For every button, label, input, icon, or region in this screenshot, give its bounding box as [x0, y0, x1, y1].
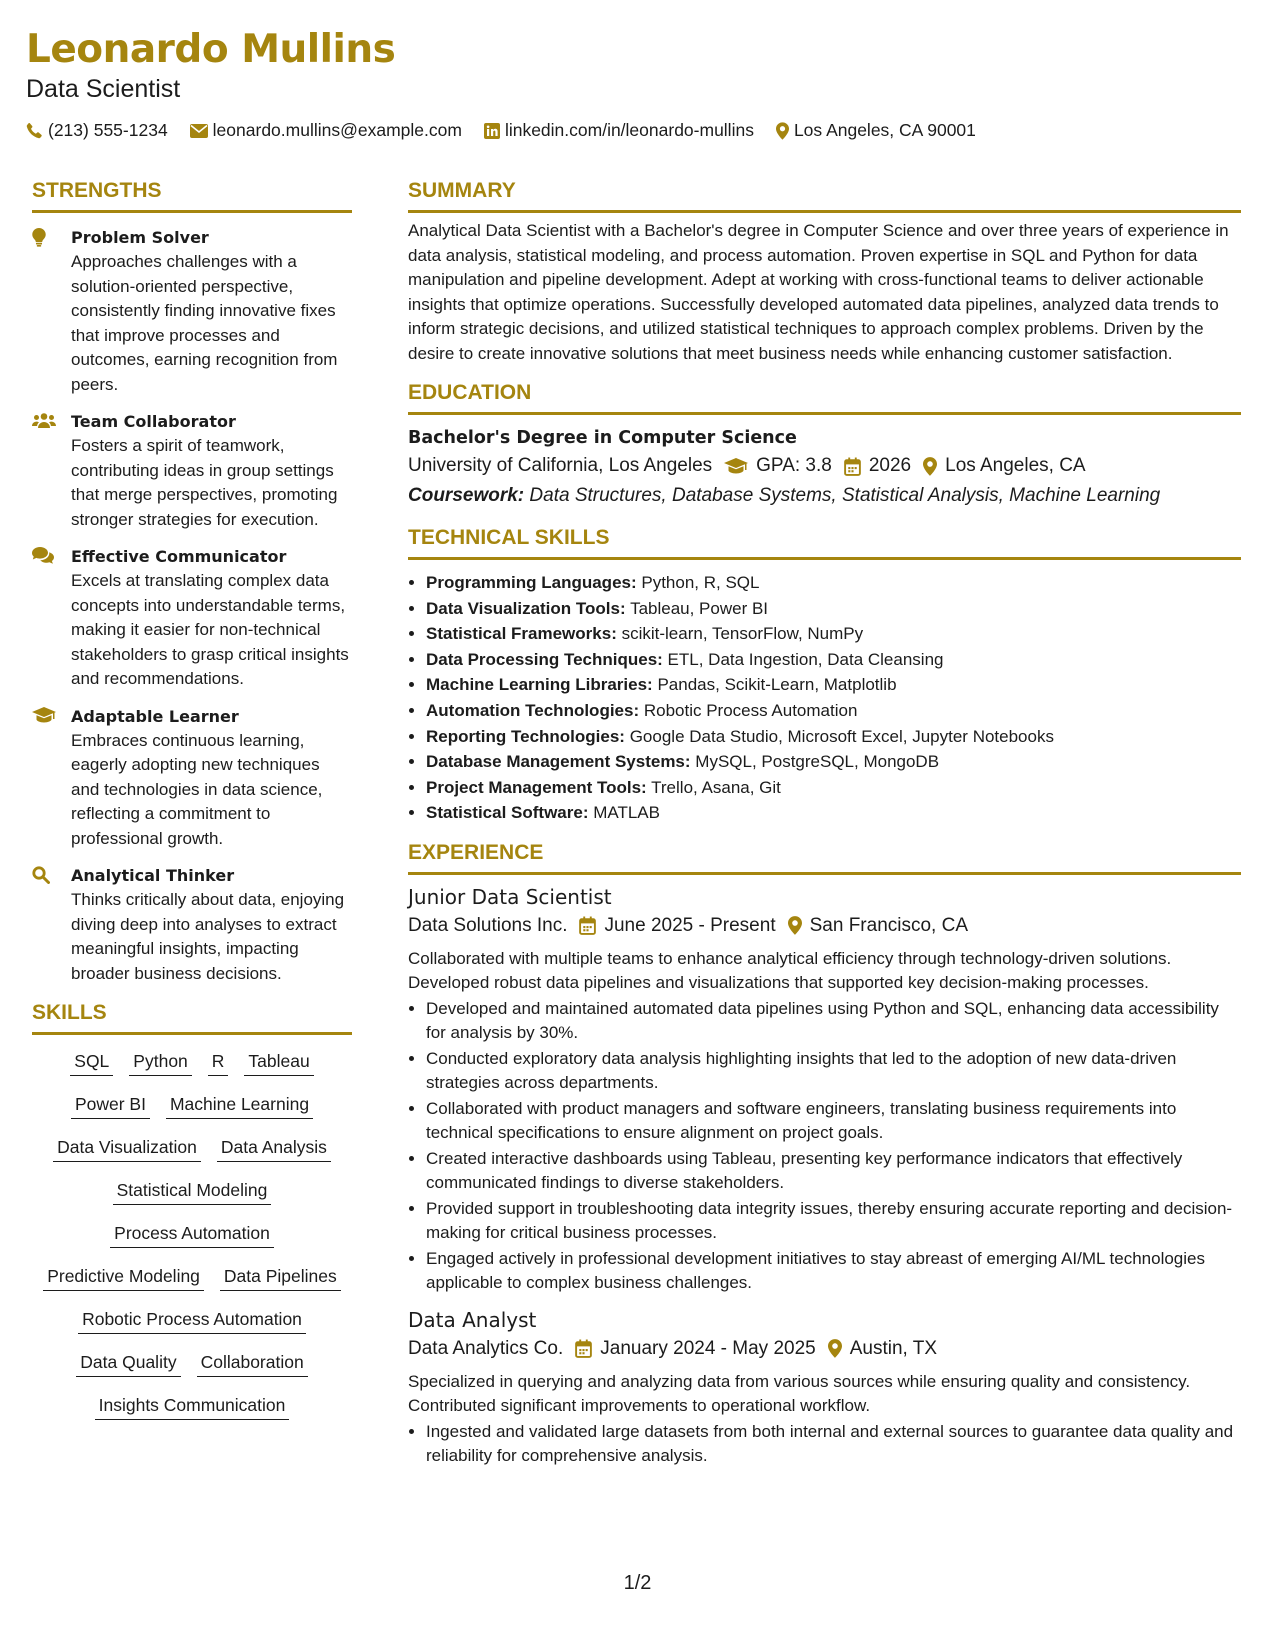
list-item: • Conducted exploratory data analysis highlighting insights that led to the adoption of new data-driven strategies across departments. — [426, 1047, 1241, 1096]
skills-title: SKILLS — [32, 1000, 352, 1035]
tech-label: Data Processing Techniques: — [426, 649, 663, 669]
list-item — [426, 596, 1241, 622]
users-icon — [32, 412, 56, 429]
education-title: EDUCATION — [408, 380, 1241, 415]
contact-phone[interactable] — [26, 120, 168, 141]
job-location: San Francisco, CA — [809, 914, 969, 936]
email-text: leonardo.mullins@example.com — [212, 120, 462, 140]
strength-desc: Thinks critically about data, enjoying diving deep into analyses to extract meaningful insights, impacting broader business decisions. — [71, 890, 345, 983]
skill-chip: Power BI — [71, 1092, 150, 1119]
strength-desc: Fosters a spirit of teamwork, contributing ideas in group settings that merge perspectives, promoting stronger strategies for execution. — [71, 436, 338, 529]
skill-chips — [32, 1049, 352, 1420]
strength-item — [32, 409, 352, 532]
experience-title: EXPERIENCE — [408, 840, 1241, 875]
strength-item — [32, 863, 352, 986]
list-item: • Provided support in troubleshooting data integrity issues, thereby ensuring accurate reporting and decision-making for critical business processes. — [426, 1197, 1241, 1246]
contact-email[interactable] — [190, 120, 462, 141]
skill-chip: SQL — [70, 1049, 113, 1076]
technical-skills-title: TECHNICAL SKILLS — [408, 525, 1241, 560]
right-column — [408, 178, 1241, 1483]
location-text: Los Angeles, CA 90001 — [793, 120, 976, 140]
tech-value: Python, R, SQL — [641, 573, 760, 592]
phone-text: (213) 555-1234 — [48, 120, 168, 140]
job-title: Data Analyst — [408, 1307, 537, 1332]
coursework-label: Coursework: — [408, 485, 525, 506]
tech-value: Tableau, Power BI — [630, 598, 769, 618]
skill-chip: Python — [129, 1049, 191, 1076]
job-title: Junior Data Scientist — [408, 884, 612, 909]
job-meta — [408, 911, 1241, 941]
tech-value: ETL, Data Ingestion, Data Cleansing — [667, 649, 944, 669]
summary-section — [408, 178, 1241, 366]
comments-icon — [32, 547, 54, 564]
skills-section — [32, 1000, 352, 1420]
job-dates: June 2025 - Present — [604, 914, 776, 936]
map-marker-icon — [923, 457, 937, 476]
job-summary: Collaborated with multiple teams to enhance analytical efficiency through technology-driven solutions. Developed robust data pipelines and visualizations that supported key decision-making processes. — [408, 948, 1172, 993]
education-gpa: GPA: 3.8 — [756, 455, 832, 476]
strength-title: Problem Solver — [71, 228, 209, 247]
job-location: Austin, TX — [849, 1337, 938, 1359]
skill-chip: Data Analysis — [217, 1135, 331, 1162]
job-company: Data Analytics Co. — [408, 1337, 564, 1359]
tech-label: Statistical Software: — [426, 803, 589, 823]
coursework-list: Data Structures, Database Systems, Statistical Analysis, Machine Learning — [529, 485, 1161, 506]
tech-label: Project Management Tools: — [426, 777, 647, 797]
strengths-title: STRENGTHS — [32, 178, 352, 213]
education-degree: Bachelor's Degree in Computer Science — [408, 428, 797, 448]
tech-value: MySQL, PostgreSQL, MongoDB — [695, 752, 940, 772]
strength-title: Team Collaborator — [71, 412, 236, 431]
tech-value: Pandas, Scikit-Learn, Matplotlib — [657, 675, 897, 695]
linkedin-text: linkedin.com/in/leonardo-mullins — [504, 120, 754, 140]
envelope-icon — [190, 124, 208, 138]
map-marker-icon — [776, 122, 789, 140]
job-entry — [408, 883, 1241, 1296]
strength-desc: Excels at translating complex data concepts into understandable terms, making it easier for non-technical stakeholders to grasp critical insights and recommendations. — [71, 571, 349, 688]
tech-label: Automation Technologies: — [426, 700, 640, 720]
technical-skills-section — [408, 525, 1241, 826]
list-item — [426, 570, 1241, 596]
lightbulb-icon — [32, 228, 46, 247]
tech-label: Statistical Frameworks: — [426, 624, 617, 644]
job-meta — [408, 1334, 1241, 1364]
skill-chip: R — [208, 1049, 229, 1076]
list-item — [426, 800, 1241, 826]
tech-label: Database Management Systems: — [426, 752, 691, 772]
contact-linkedin[interactable] — [484, 120, 754, 141]
job-bullets — [408, 997, 1241, 1296]
list-item: • Ingested and validated large datasets from both internal and external sources to guarantee data quality and reliability for comprehensive analysis. — [426, 1420, 1241, 1469]
job-entry — [408, 1306, 1241, 1469]
tech-label: Data Visualization Tools: — [426, 598, 626, 618]
experience-section — [408, 840, 1241, 1469]
tech-value: Google Data Studio, Microsoft Excel, Jupyter Notebooks — [629, 726, 1054, 746]
contact-location — [776, 120, 976, 141]
list-item — [426, 672, 1241, 698]
linkedin-icon — [484, 123, 500, 139]
candidate-role: Data Scientist — [26, 75, 181, 103]
strength-item — [32, 544, 352, 692]
left-column — [32, 178, 352, 1436]
skill-chip: Data Quality — [76, 1350, 180, 1377]
contact-bar — [26, 120, 1246, 141]
strengths-section — [32, 178, 352, 986]
skill-chip: Data Visualization — [53, 1135, 201, 1162]
calendar-icon — [579, 916, 596, 935]
tech-label: Programming Languages: — [426, 573, 637, 592]
strength-item — [32, 704, 352, 852]
resume-header — [26, 24, 1246, 141]
summary-text: Analytical Data Scientist with a Bachelor's degree in Computer Science and over three years of experience in data analysis, statistical modeling, and process automation. Proven expertise in SQL and Python for data manipulation and pipeline development. Adept at working with cross-functional teams to deliver actionable insights that optimize operations. Successfully developed automated data pipelines, analyzed data trends to inform strategic decisions, and utilized statistical techniques to approach complex problems. Driven by the desire to create innovative solutions that meet business needs while enhancing customer satisfaction. — [408, 221, 1229, 363]
list-item: • Developed and maintained automated data pipelines using Python and SQL, enhancing data accessibility for analysis by 30%. — [426, 997, 1241, 1046]
strength-title: Analytical Thinker — [71, 866, 235, 885]
phone-icon — [26, 122, 43, 139]
skill-chip: Collaboration — [197, 1350, 308, 1377]
graduation-cap-icon — [724, 458, 748, 474]
list-item — [426, 647, 1241, 673]
calendar-icon — [844, 457, 861, 476]
list-item — [426, 698, 1241, 724]
job-company: Data Solutions Inc. — [408, 914, 568, 936]
graduation-cap-icon — [32, 707, 56, 723]
skill-chip: Data Pipelines — [220, 1264, 341, 1291]
skill-chip: Predictive Modeling — [43, 1264, 204, 1291]
skill-chip: Machine Learning — [166, 1092, 313, 1119]
list-item: • Engaged actively in professional development initiatives to stay abreast of emerging AI/ML technologies applicable to complex business challenges. — [426, 1247, 1241, 1296]
list-item — [426, 621, 1241, 647]
list-item — [426, 775, 1241, 801]
map-marker-icon — [788, 916, 802, 935]
education-section — [408, 380, 1241, 511]
strength-item — [32, 225, 352, 397]
list-item: • Collaborated with product managers and software engineers, translating business requirements into technical specifications to ensure alignment on project goals. — [426, 1097, 1241, 1146]
calendar-icon — [575, 1339, 592, 1358]
job-dates: January 2024 - May 2025 — [600, 1337, 816, 1359]
strength-title: Effective Communicator — [71, 547, 287, 566]
candidate-name: Leonardo Mullins — [26, 27, 396, 72]
education-meta — [408, 451, 1241, 481]
education-school: University of California, Los Angeles — [408, 455, 713, 476]
strength-desc: Approaches challenges with a solution-oriented perspective, consistently finding innovative fixes that improve processes and outcomes, earning recognition from peers. — [71, 252, 338, 394]
education-coursework — [408, 481, 1241, 511]
strength-title: Adaptable Learner — [71, 706, 239, 726]
skill-chip: Tableau — [244, 1049, 313, 1076]
education-year: 2026 — [868, 455, 912, 476]
summary-title: SUMMARY — [408, 178, 1241, 213]
tech-label: Machine Learning Libraries: — [426, 675, 653, 695]
strength-desc: Embraces continuous learning, eagerly adopting new techniques and technologies in data science, reflecting a commitment to professional growth. — [71, 730, 323, 848]
page-number: 1/2 — [623, 1572, 652, 1594]
tech-label: Reporting Technologies: — [426, 726, 625, 746]
job-summary: Specialized in querying and analyzing data from various sources while ensuring quality and consistency. Contributed significant improvements to operational workflow. — [408, 1371, 1191, 1416]
technical-skills-list — [408, 570, 1241, 826]
tech-value: MATLAB — [593, 803, 660, 823]
search-icon — [32, 866, 50, 884]
job-bullets — [408, 1420, 1241, 1469]
skill-chip: Process Automation — [110, 1221, 274, 1248]
list-item — [426, 724, 1241, 750]
map-marker-icon — [828, 1339, 842, 1358]
skill-chip: Robotic Process Automation — [78, 1307, 306, 1334]
education-location: Los Angeles, CA — [945, 455, 1086, 476]
tech-value: scikit-learn, TensorFlow, NumPy — [621, 624, 864, 644]
list-item: • Created interactive dashboards using Tableau, presenting key performance indicators that effectively communicated findings to diverse stakeholders. — [426, 1147, 1241, 1196]
skill-chip: Insights Communication — [95, 1393, 290, 1420]
skill-chip: Statistical Modeling — [113, 1178, 272, 1205]
list-item — [426, 749, 1241, 775]
tech-value: Robotic Process Automation — [643, 700, 858, 720]
tech-value: Trello, Asana, Git — [651, 777, 781, 797]
